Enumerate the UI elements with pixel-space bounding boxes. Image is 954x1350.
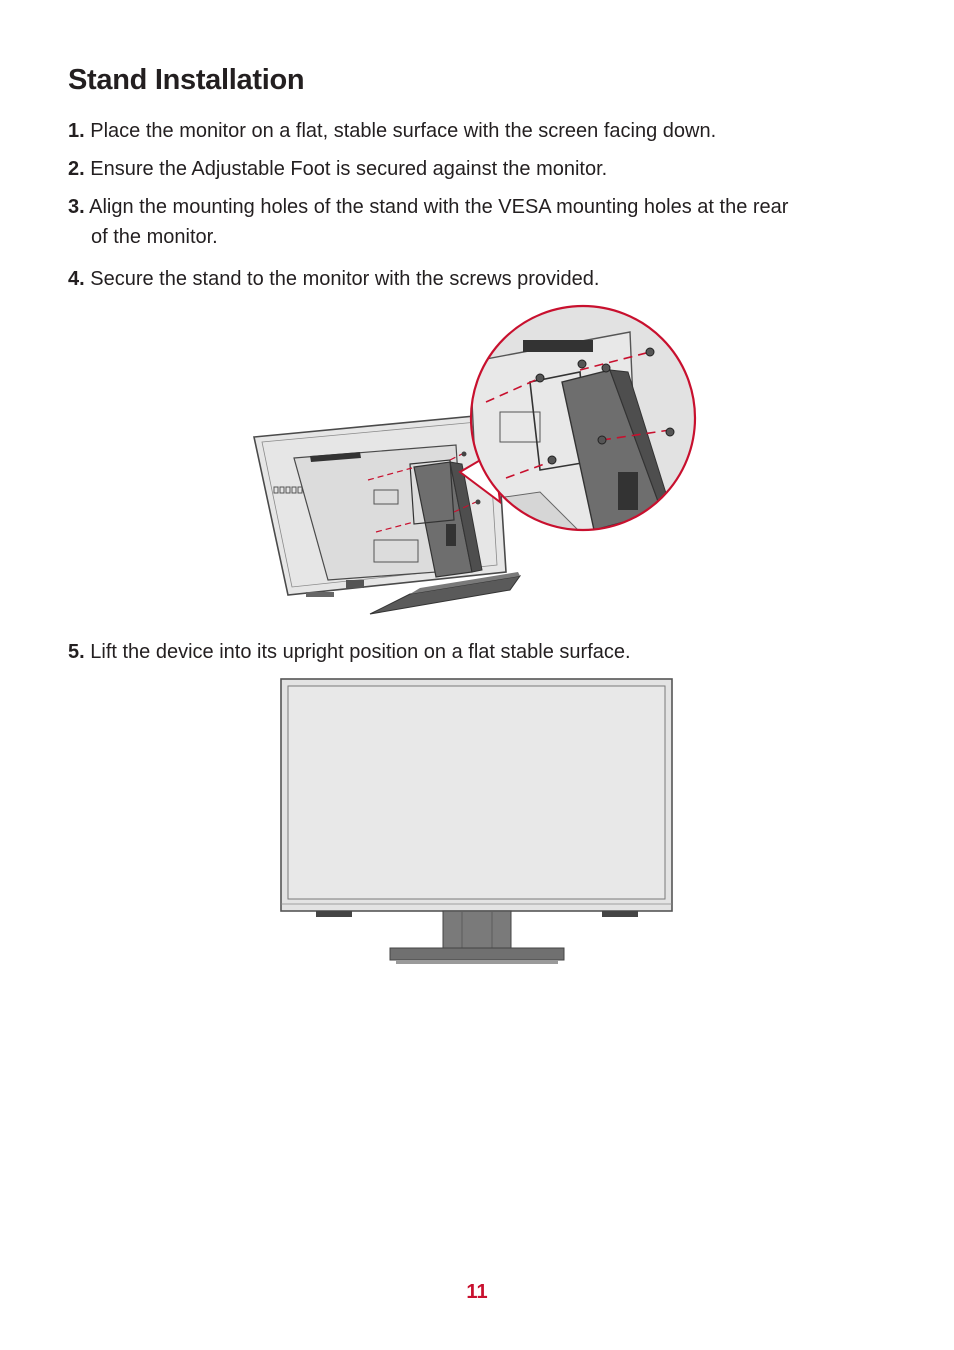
step-text: Align the mounting holes of the stand with the VESA mounting holes at the rear: [89, 196, 789, 218]
step-5: [68, 637, 888, 667]
step-text: Ensure the Adjustable Foot is secured against the monitor.: [90, 158, 608, 180]
step-4: [68, 264, 888, 294]
step-number: 5.: [68, 641, 85, 663]
step-1: [68, 116, 888, 146]
step-text-continued: of the monitor.: [91, 226, 218, 248]
step-number: 1.: [68, 120, 85, 142]
step-number: 4.: [68, 268, 85, 290]
page-number: 11: [466, 1281, 488, 1303]
step-number: 3.: [68, 196, 85, 218]
monitor-front-upright-illustration-icon: [278, 676, 676, 968]
step-text: Secure the stand to the monitor with the screws provided.: [90, 268, 600, 290]
step-3: [68, 192, 888, 252]
page-title: Stand Installation: [68, 64, 305, 96]
step-text: Place the monitor on a flat, stable surface with the screen facing down.: [90, 120, 717, 142]
step-text: Lift the device into its upright position on a flat stable surface.: [90, 641, 631, 663]
step-2: [68, 154, 888, 184]
monitor-stand-screws-illustration-icon: [250, 302, 700, 622]
step-number: 2.: [68, 158, 85, 180]
